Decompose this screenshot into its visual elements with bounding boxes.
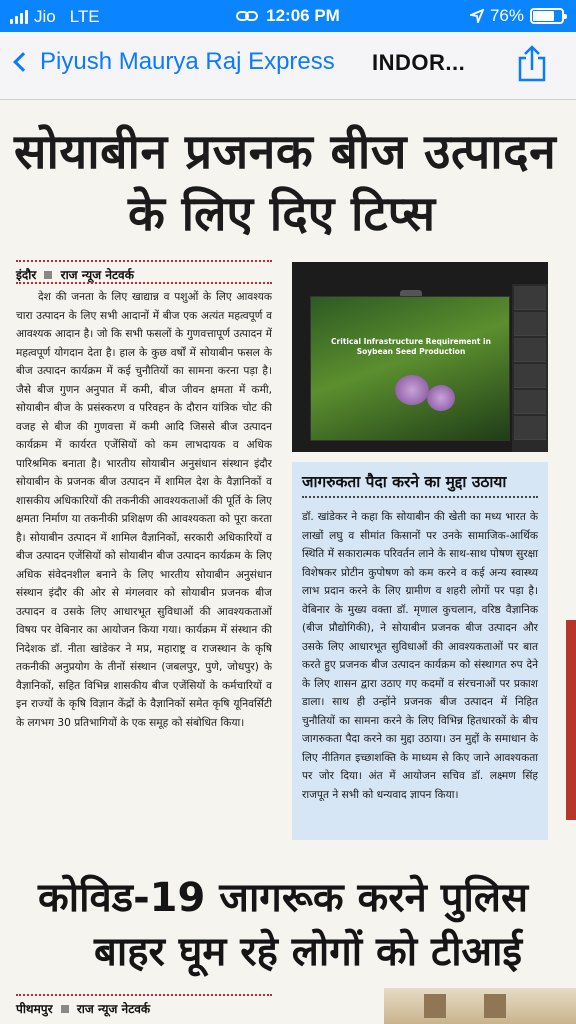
participants-panel (512, 284, 548, 452)
byline-source: राज न्यूज नेटवर्क (60, 268, 134, 282)
article2-headline-line1: कोविड-19 जागरूक करने पुलिस (38, 875, 529, 921)
article-headline-line2: के लिए दिए टिप्स (128, 186, 436, 242)
byline-source: राज न्यूज नेटवर्क (76, 1002, 151, 1016)
article2-headline-line2: बाहर घूम रहे लोगों को टीआई (94, 929, 523, 975)
battery-group (470, 6, 564, 26)
slide-title: Critical Infrastructure Requirement in Soybean Seed Production (331, 337, 491, 356)
status-bar (0, 0, 576, 32)
navigation-bar (0, 32, 576, 100)
flower-image (427, 385, 455, 411)
carrier-label: Jio (34, 7, 56, 26)
battery-icon (530, 8, 564, 24)
image-title: INDOR... (372, 50, 466, 75)
battery-percent: 76% (489, 6, 524, 25)
article2-photo (384, 988, 576, 1024)
divider-dotted (302, 496, 538, 498)
location-arrow-icon (470, 9, 484, 23)
highlight-box (292, 462, 548, 840)
article2-byline (16, 1000, 150, 1017)
adjacent-article-strip (566, 620, 576, 820)
newspaper-image (0, 100, 576, 1024)
divider-dotted (16, 282, 272, 284)
article-body: देश की जनता के लिए खाद्यान्न व पशुओं के लिए आवश्यक चारा उत्पादन के लिए सभी आदानों में बीज एक अत्यंत महत्वपूर्ण व आवश्यक आदान है। जो कि सभी फसलों के गुणवत्तापूर्ण उत्पादन में महत्वपूर्ण योगदान देता है। हाल के कुछ वर्षों में सोयाबीन फसल के बीज उत्पादन कार्यक्रम में कई चुनौतियों का सामना करना पड़ा है। जैसे बीज गुणन अनुपात में कमी, बीज जीवन क्षमता में कमी, सोयाबीन बीज के प्रसंस्करण व परिवहन के दौरान यांत्रिक चोट की वजह से बीज की गुणवत्ता में कमी आदि जिससे बीज उत्पादन कार्यक्रम में कार्यरत एजेंसियों को कम लाभदायक व अधिक पारिश्रमिक बनाता है। भारतीय सोयाबीन अनुसंधान संस्थान इंदौर सोयाबीन के प्रजनक बीज उत्पादन में शामिल देश के वैज्ञानिकों व शासकीय अधिकारियों की तकनीकी आवश्यकताओं की पूर्ति के लिए क्षमता निर्माण या तकनीकी प्रशिक्षण की आवश्यकता को पूरा करता है। सोयाबीन उत्पादन में शामिल वैज्ञानिकों, सरकारी अधिकारियों व बीज उत्पादन एजेंसियों को सोयाबीन बीज उत्पादन कार्यक्रम के लिए अधिक संवेदनशील बनाने के लिए भारतीय सोयाबीन अनुसंधान संस्थान इंदौर की ओर से मंगलवार को सोयाबीन प्रजनक बीज उत्पादन व उसके लिए आधारभूत सुविधाओं की आवश्यकताओं विषय पर वेबिनार का आयोजन किया गया। कार्यक्रम में संस्थान की निदेशक डॉ. नीता खांडेकर ने मप्र, महाराष्ट्र व राजस्थान के कृषि तकनीकी अनुप्रयोग के तीनों संस्थान (जबलपुर, पुणे, जोधपुर) के वैज्ञानिकों, सहित विभिन्न शासकीय बीज एजेंसियों के कर्मचारियों व इन राज्यों के कृषि विज्ञान केंद्रों के वैज्ञानिकों समेत कृषि यूनिवर्सिटी के लगभग 30 प्रतिभागियों के एक समूह को संबोधित किया। (16, 291, 272, 729)
byline-square-icon (44, 271, 52, 279)
presentation-slide (310, 296, 510, 441)
article-byline (16, 266, 134, 283)
article-headline-line1: सोयाबीन प्रजनक बीज उत्पादन (14, 124, 557, 180)
divider-dotted (16, 260, 272, 262)
back-button-label: Piyush Maurya Raj Express (40, 48, 335, 75)
link-icon (236, 9, 258, 23)
network-label: LTE (69, 7, 100, 26)
clock: 12:06 PM (266, 6, 340, 25)
byline-place: पीथमपुर (16, 1002, 53, 1016)
battery-fill (533, 11, 554, 21)
divider-dotted (16, 994, 272, 996)
byline-square-icon (61, 1005, 69, 1013)
share-icon[interactable] (514, 44, 550, 82)
webinar-photo (292, 262, 548, 452)
flower-image (395, 375, 429, 405)
chevron-left-icon (13, 52, 33, 72)
box-heading: जागरुकता पैदा करने का मुद्दा उठाया (302, 473, 507, 491)
box-body: डॉ. खांडेकर ने कहा कि सोयाबीन की खेती का मध्य भारत के लाखों लघु व सीमांत किसानों पर उनके सामाजिक-आर्थिक स्थिति में सकारात्मक परिवर्तन लाने के साथ-साथ पोषण सुरक्षा विशेषकर प्रोटीन कुपोषण को कम करने व कई अन्य स्वास्थ्य लाभ प्रदान करने के लिए ग्रामीण व शहरी लोगों पर पड़ा है। वेबिनार के मुख्य वक्ता डॉ. मृणाल कुचलान, वरिष्ठ वैज्ञानिक (बीज प्रौद्योगिकी), ने सोयाबीन प्रजनक बीज उत्पादन और उसके लिए आधारभूत सुविधाओं की आवश्यकताओं पर बात करते हुए प्रजनक बीज उत्पादन कार्यक्रम को संस्थागत रुप देने के लिए शासन द्वारा उठाए गए कदमों व संरचनाओं पर प्रकाश डाला। साथ ही उन्होंने प्रजनक बीज उत्पादन में निहित चुनौतियों का सामना करने के लिए विभिन्न हितधारकों के बीच जागरुकता पैदा करने का मुद्दा उठाया। उन मुद्दों के समाधान के लिए नीतिगत इच्छाशक्ति के माध्यम से किए जाने आवश्यकता पर जोर दिया। अंत में आयोजन सचिव डॉ. लक्ष्मण सिंह राजपूत ने सभी को धन्यवाद ज्ञापन किया। (302, 511, 538, 801)
back-button[interactable] (10, 48, 335, 76)
byline-place: इंदौर (16, 268, 37, 282)
